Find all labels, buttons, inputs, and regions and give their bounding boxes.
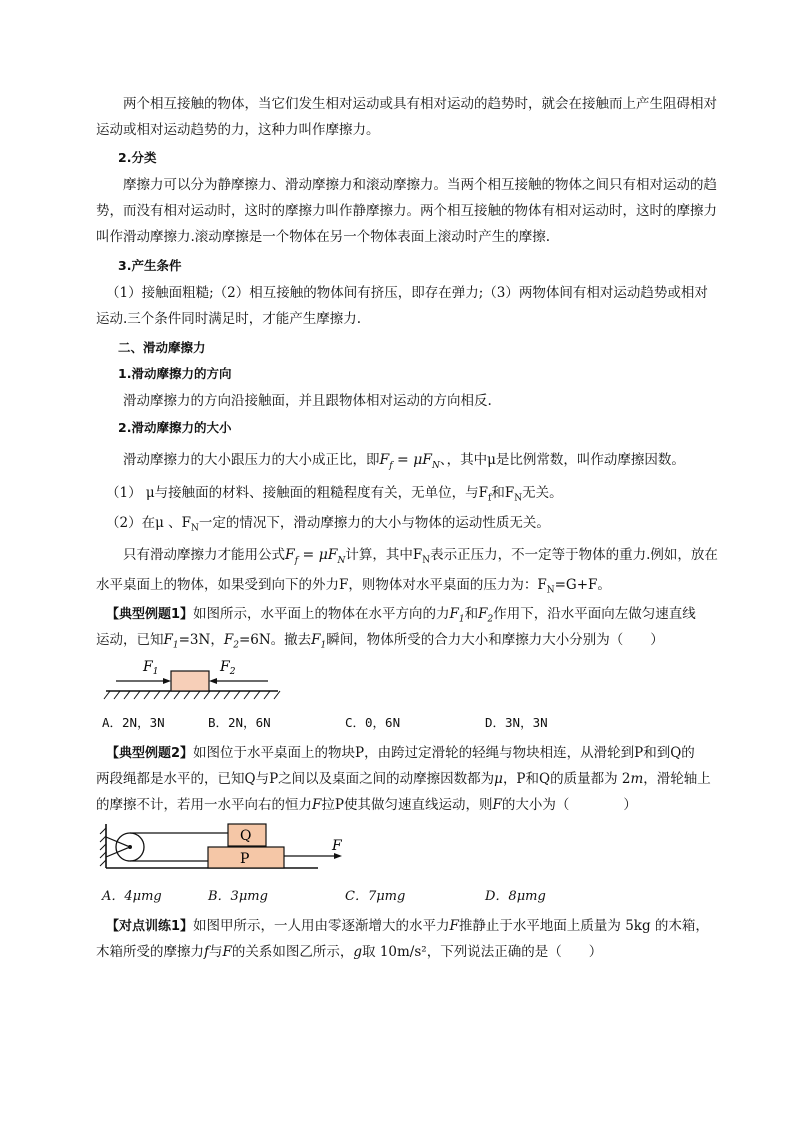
text: ，P和Q的质量都为 2 [502, 771, 631, 787]
option-d[interactable]: D．3N，3N [485, 715, 548, 730]
text: 与 [209, 944, 223, 960]
training1-tag: 【对点训练1】 [106, 919, 194, 934]
text: 如图位于水平桌面上的物块P，由跨过定滑轮的轻绳与物块相连，从滑轮到P和到Q的 [193, 745, 695, 761]
label-p: P [240, 851, 250, 867]
para-classification-line1: 摩擦力可以分为静摩擦力、滑动摩擦力和滚动摩擦力。当两个相互接触的物体之间只有相对运动的趋 [123, 177, 717, 193]
text: 木箱所受的摩擦力 [96, 944, 204, 960]
option-a[interactable]: A．2N，3N [102, 715, 165, 730]
label-f2: $F_2$ [220, 659, 236, 677]
option-c[interactable]: C．0，6N [345, 715, 401, 730]
training1-line2: 木箱所受的摩擦力f与F的关系如图乙所示，g取 10m/s²，下列说法正确的是（ ） [96, 944, 603, 960]
para-definition-line2: 运动或相对运动趋势的力，这种力叫作摩擦力。 [96, 122, 380, 138]
text: 运动，已知 [96, 632, 164, 648]
text: 只有滑动摩擦力才能用公式 [123, 547, 285, 563]
heading-classification: 2.分类 [118, 150, 157, 165]
para-direction: 滑动摩擦力的方向沿接触面，并且跟物体相对运动的方向相反. [123, 393, 492, 409]
label-f: F [332, 838, 342, 854]
text: 如图所示，水平面上的物体在水平方向的力 [193, 606, 450, 622]
text: 和 [464, 606, 479, 622]
text: 和F [491, 485, 515, 501]
para-definition-line1: 两个相互接触的物体，当它们发生相对运动或具有相对运动的趋势时，就会在接触而上产生阻碍相对 [123, 96, 717, 112]
heading-direction: 1.滑动摩擦力的方向 [118, 366, 232, 381]
heading-magnitude: 2.滑动摩擦力的大小 [118, 420, 232, 435]
para-classification-line2: 势，而没有相对运动时，这时的摩擦力叫作静摩擦力。两个相互接触的物体有相对运动时，这时的摩擦力 [96, 203, 717, 219]
para-formula-usage-line1: 只有滑动摩擦力才能用公式$F_f = \mu F_N$计算，其中$F_N$表示正压力，不一定等于物体的重力.例如，放在 [123, 547, 718, 566]
text: （1） μ与接触面的材料、接触面的粗糙程度有关，无单位，与F [106, 485, 489, 501]
text: 一定的情况下，滑动摩擦力的大小与物体的运动性质无关。 [198, 515, 550, 531]
example1-tag: 【典型例题1】 [106, 607, 194, 622]
para-formula-usage-line2: 水平桌面上的物体，如果受到向下的外力F，则物体对水平桌面的压力为：$F_N=G+F$。 [96, 577, 611, 596]
text: （2）在μ 、F [106, 515, 192, 531]
text: 如图甲所示，一人用由零逐渐增大的水平力 [193, 918, 450, 934]
text: 的大小为（ ） [501, 797, 637, 813]
text: 推静止于水平地面上质量为 5kg 的木箱， [458, 918, 709, 934]
option-b[interactable]: B．3μmg [208, 889, 268, 904]
training1-line1: 【对点训练1】如图甲所示，一人用由零逐渐增大的水平力F推静止于水平地面上质量为 5kg 的木箱， [106, 918, 709, 934]
text: ，滑轮轴上 [643, 771, 711, 787]
example2-line1 [106, 740, 736, 767]
text: =G+F。 [554, 577, 611, 593]
example1-line1: 【典型例题1】如图所示，水平面上的物体在水平方向的力$F_1$和$F_2$作用下，沿水平面向左做匀速直线 [106, 606, 696, 625]
heading-sliding-friction: 二、滑动摩擦力 [118, 340, 206, 355]
example1-figure [100, 655, 290, 703]
text: 的关系如图乙所示， [231, 944, 354, 960]
para-conditions-line1: （1）接触面粗糙;（2）相互接触的物体间有挤压，即存在弹力;（3）两物体间有相对运动趋势或相对 [106, 285, 708, 301]
text: =6N。撤去 [238, 632, 312, 648]
text: ，其中μ是比例常数，叫作动摩擦因数。 [446, 452, 685, 468]
text: 计算，其中F [345, 547, 423, 563]
option-d[interactable]: D．8μmg [485, 889, 546, 904]
formula-comma: 、 [439, 452, 447, 468]
text: 拉P使其做匀速直线运动，则 [321, 797, 493, 813]
text: 水平桌面上的物体，如果受到向下的外力F，则物体对水平桌面的压力为：F [96, 577, 547, 593]
text: 两段绳都是水平的，已知Q与P之间以及桌面之间的动摩擦因数都为 [96, 771, 495, 787]
text: 滑动摩擦力的大小跟压力的大小成正比，即 [123, 452, 380, 468]
para-classification-line3: 叫作滑动摩擦力.滚动摩擦是一个物体在另一个物体表面上滚动时产生的摩擦. [96, 229, 551, 245]
text: 的摩擦不计，若用一水平向右的恒力 [96, 797, 312, 813]
para-mu-note1: （1） μ与接触面的材料、接触面的粗糙程度有关，无单位，与$F_f$和$F_N$无关。 [106, 485, 563, 504]
text: 取 10m/s²，下列说法正确的是（ ） [362, 944, 603, 960]
text: 无关。 [522, 485, 563, 501]
text: 瞬间，物体所受的合力大小和摩擦力大小分别为（ ） [326, 632, 664, 648]
para-conditions-line2: 运动.三个条件同时满足时，才能产生摩擦力. [96, 311, 362, 327]
option-c[interactable]: C．7μmg [345, 889, 406, 904]
label-f1: $F_1$ [143, 659, 159, 677]
para-magnitude-formula: 滑动摩擦力的大小跟压力的大小成正比，即$F_f = \mu F_N$、，其中μ是比例常数，叫作动摩擦因数。 [123, 452, 685, 471]
example2-line2: 两段绳都是水平的，已知Q与P之间以及桌面之间的动摩擦因数都为μ，P和Q的质量都为 2m，滑轮轴上 [96, 771, 711, 787]
text: 作用下，沿水平面向左做匀速直线 [493, 606, 696, 622]
label-q: Q [240, 828, 252, 844]
example2-line3: 的摩擦不计，若用一水平向右的恒力F拉P使其做匀速直线运动，则F的大小为（ ） [96, 797, 637, 813]
text: 表示正压力，不一定等于物体的重力.例如，放在 [430, 547, 718, 563]
text: =3N， [178, 632, 224, 648]
heading-conditions: 3.产生条件 [118, 258, 182, 273]
block [171, 671, 209, 691]
example1-line2: 运动，已知$F_1=3N$，$F_2=6N$。撤去$F_1$瞬间，物体所受的合力大小和摩擦力大小分别为（ ） [96, 632, 664, 651]
para-mu-note2: （2）在μ 、$F_N$一定的情况下，滑动摩擦力的大小与物体的运动性质无关。 [106, 515, 550, 534]
example2-tag: 【典型例题2】 [106, 746, 194, 761]
option-a[interactable]: A．4μmg [102, 889, 162, 904]
example2-figure [98, 820, 358, 872]
option-b[interactable]: B．2N，6N [208, 715, 271, 730]
